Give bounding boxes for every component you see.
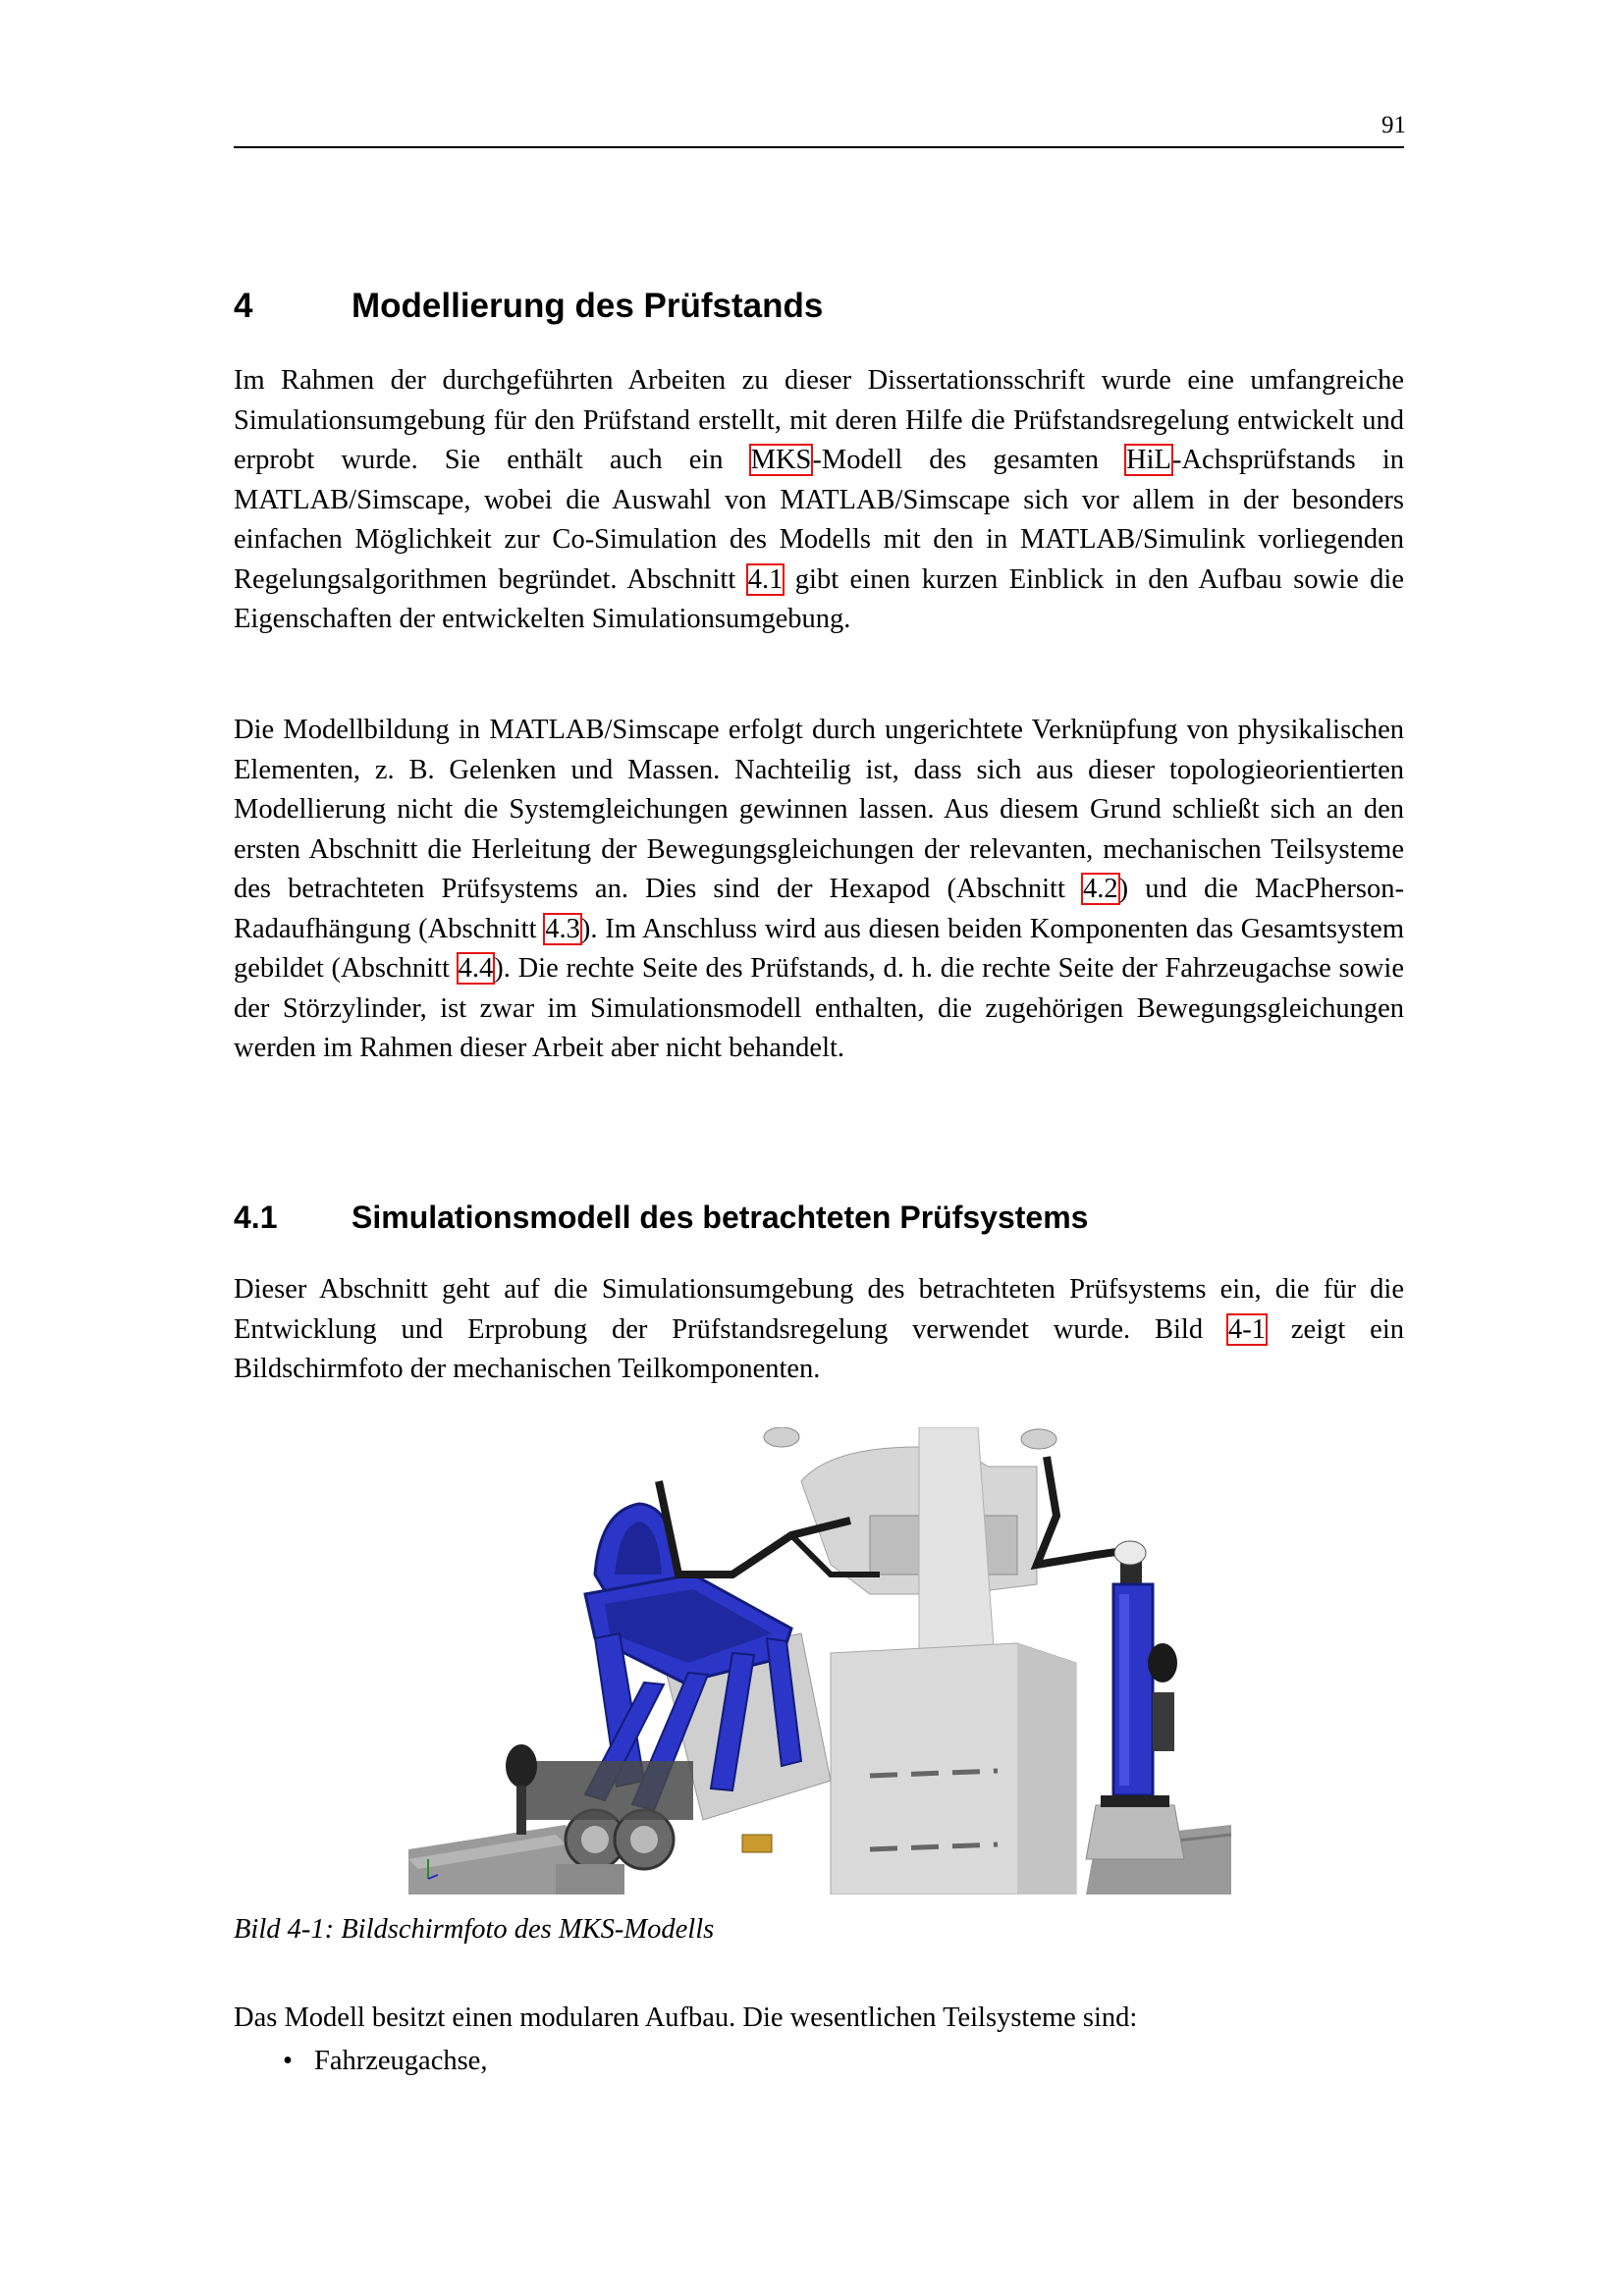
text: ) und die MacPherson-Radaufhängung (Abschnitt [234,874,1404,944]
chapter-heading [234,287,1404,326]
section-heading [234,1200,1404,1236]
text: ). Die rechte Seite des Prüfstands, d. h. die rechte Seite der Fahrzeugachse sowie der Störzylinder, ist zwar im Simulationsmodell enthalten, die zugehörigen Bewegungsgleichungen werden im Rahmen dieser Arbeit aber nicht behandelt. [234,953,1405,1063]
paragraph-4: Das Modell besitzt einen modularen Aufbau. Die wesentlichen Teilsysteme sind: [234,2002,1138,2033]
list-item: • Fahrzeugachse, [234,2042,1404,2081]
text: Im Rahmen der durchgeführten Arbeiten zu dieser Dissertationsschrift wurde eine umfangreiche Simulationsumgebung für den Prüfstand erstellt, mit deren Hilfe die Prüfstandsregelung entwickelt und erprobt wurde. Sie enthält auch ein [234,365,1404,475]
link-section-4-3[interactable]: 4.3 [545,913,580,944]
link-section-4-2[interactable]: 4.2 [1082,874,1118,904]
text: ). Im Anschluss wird aus diesen beiden Komponenten das Gesamtsystem gebildet (Abschnitt [234,913,1404,984]
paragraph-1 [234,361,1404,640]
paragraph-3 [234,1270,1404,1390]
section-title: Simulationsmodell des betrachteten Prüfsystems [352,1200,1089,1235]
text: gibt einen kurzen Einblick in den Aufbau sowie die Eigenschaften der entwickelten Simulationsumgebung. [234,563,1404,634]
link-mks[interactable]: MKS [750,445,812,475]
figure-caption [234,1914,714,1946]
section-number: 4.1 [234,1200,278,1235]
chapter-number: 4 [234,287,253,325]
text: Die Modellbildung in MATLAB/Simscape erfolgt durch ungerichtete Verknüpfung von physikalischen Elementen, z. B. Gelenken und Massen. Nachteilig ist, dass sich aus dieser topologieorientierten Modellierung nicht die Systemgleichungen gewinnen lassen. Aus diesem Grund schließt sich an den ersten Abschnitt die Herleitung der Bewegungsgleichungen der relevanten, mechanischen Teilsysteme des betrachteten Prüfsystems an. Dies sind der Hexapod (Abschnitt [234,715,1404,904]
page-number: 91 [1381,112,1406,138]
text: -Achsprüfstands in MATLAB/Simscape, wobei die Auswahl von MATLAB/Simscape sich vor allem in der besonders einfachen Möglichkeit zur Co-Simulation des Modells mit den in MATLAB/Simulink vorliegenden Regelungsalgorithmen begründet. Abschnitt [234,445,1404,595]
text: Dieser Abschnitt geht auf die Simulationsumgebung des betrachteten Prüfsystems ein, die für die Entwicklung und Erprobung der Prüfstandsregelung verwendet wurde. Bild [234,1274,1404,1345]
figure-mks-model [408,1427,1231,1895]
text: zeigt ein Bildschirmfoto der mechanischen Teilkomponenten. [234,1313,1404,1384]
link-section-4-4[interactable]: 4.4 [458,953,494,984]
paragraph-2 [234,711,1404,1069]
text: -Modell des gesamten [812,445,1126,475]
header-rule [234,146,1404,148]
mks-model-illustration [408,1427,1231,1895]
link-figure-4-1[interactable]: 4-1 [1228,1313,1266,1345]
link-section-4-1[interactable]: 4.1 [747,563,784,595]
figure-caption-text: : Bildschirmfoto des MKS-Modells [324,1914,715,1945]
figure-label: Bild 4-1 [234,1914,325,1945]
subsystem-list [234,2042,1404,2081]
chapter-title: Modellierung des Prüfstands [352,287,824,325]
link-hil[interactable]: HiL [1126,445,1171,475]
